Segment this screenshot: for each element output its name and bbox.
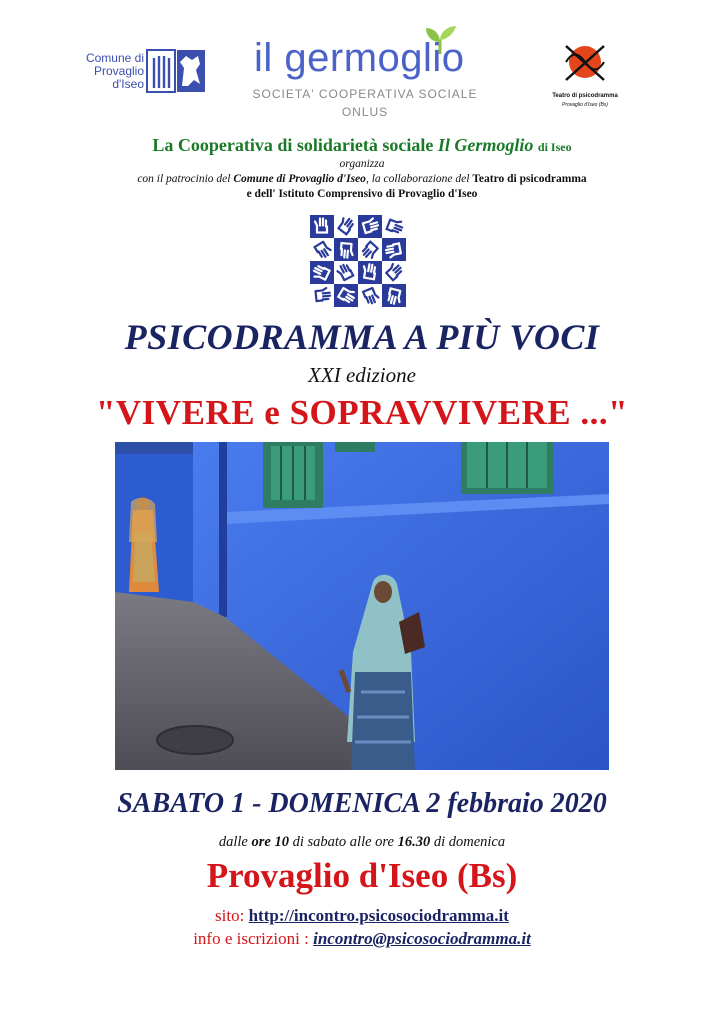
edition-label: XXI edizione	[308, 363, 416, 387]
event-dates: SABATO 1 - DOMENICA 2 febbraio 2020	[117, 788, 607, 819]
event-subtitle: "VIVERE e SOPRAVVIVERE ..."	[95, 393, 629, 432]
logo-text: Provaglio d'Iseo (Bs)	[562, 102, 608, 108]
info-line: info e iscrizioni : incontro@psicosociodramma.it	[193, 929, 531, 948]
teatro-logo	[540, 36, 630, 116]
organizza-line: organizza	[339, 158, 385, 170]
event-hours: dalle ore 10 di sabato alle ore 16.30 di domenica	[218, 834, 506, 850]
comune-provaglio-logo	[70, 48, 210, 102]
hands-emblem-icon	[310, 215, 406, 307]
email-link[interactable]: incontro@psicosociodramma.it	[313, 929, 531, 948]
logo-text: d'Iseo	[112, 77, 144, 91]
istituto-line: e dell' Istituto Comprensivo di Provaglio d'Iseo	[246, 188, 478, 200]
brand-sub: SOCIETA' COOPERATIVA SOCIALE	[252, 87, 478, 101]
patronage-line: con il patrocinio del Comune di Provaglio d'Iseo, la collaborazione del Teatro di psicodramma	[137, 173, 587, 185]
cooperative-line: La Cooperativa di solidarietà sociale Il Germoglio di Iseo	[152, 135, 572, 155]
teatro-emblem-icon	[562, 38, 608, 88]
logo-text: Provaglio	[93, 64, 144, 78]
logo-text: Comune di	[85, 51, 144, 65]
site-line: sito: http://incontro.psicosociodramma.it	[215, 906, 509, 925]
brand-sub: ONLUS	[341, 105, 389, 119]
logo-text: Teatro di psicodramma	[552, 93, 618, 99]
germoglio-logo	[240, 26, 490, 122]
coat-of-arms-icon	[146, 48, 206, 96]
site-link[interactable]: http://incontro.psicosociodramma.it	[248, 906, 509, 925]
brand-name: il germoglio	[254, 36, 465, 80]
event-place: Provaglio d'Iseo (Bs)	[206, 856, 518, 895]
woman-far	[129, 497, 159, 592]
event-title: PSICODRAMMA A PIÙ VOCI	[124, 317, 600, 357]
blue-street-photo	[115, 442, 609, 770]
cooperative-name: Il Germoglio	[437, 135, 534, 155]
